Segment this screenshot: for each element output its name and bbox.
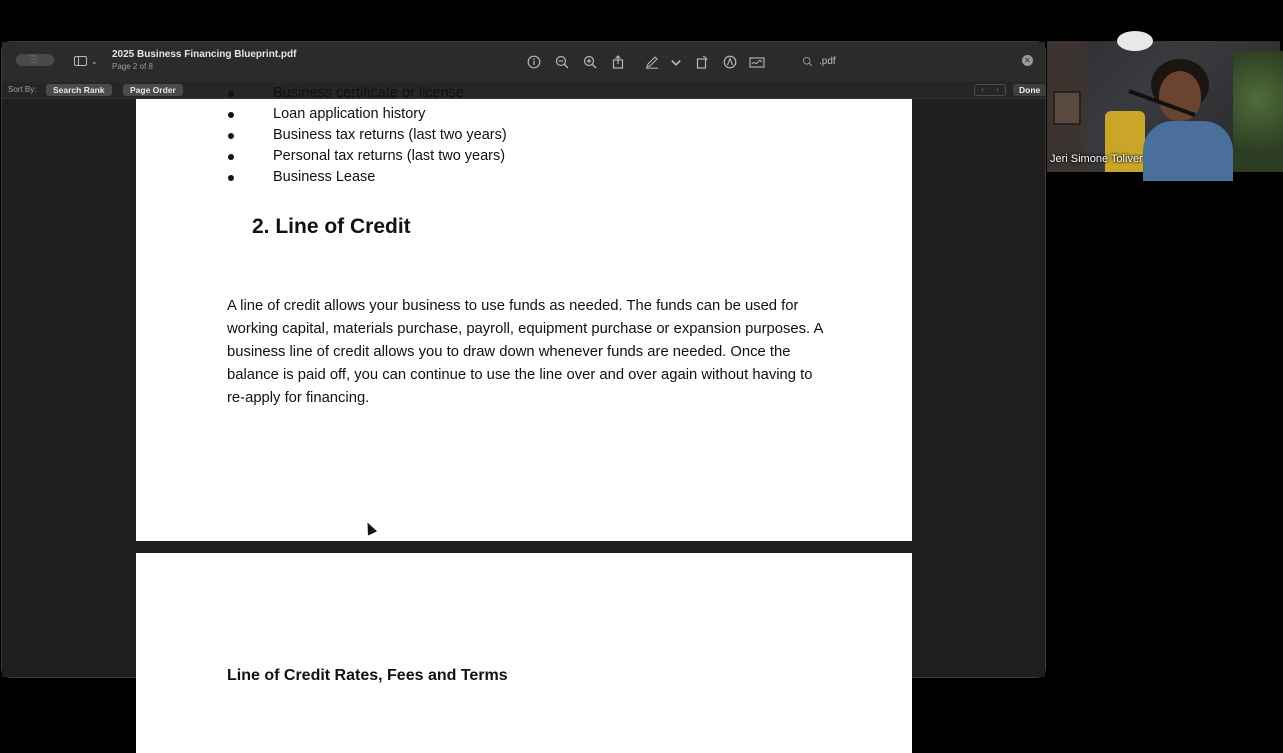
list-item: Loan application history bbox=[249, 104, 507, 125]
sidebar-toggle-button[interactable] bbox=[74, 52, 104, 70]
info-icon[interactable] bbox=[525, 53, 543, 71]
list-item: Business Lease bbox=[249, 167, 507, 188]
result-navigation bbox=[974, 84, 1006, 96]
list-item: Personal tax returns (last two years) bbox=[249, 146, 507, 167]
chevron-down-icon: ⌄ bbox=[91, 56, 98, 66]
markup-pen-icon[interactable] bbox=[643, 53, 661, 71]
bullet-list bbox=[249, 83, 507, 188]
rotate-icon[interactable] bbox=[693, 53, 711, 71]
section-heading: Line of Credit Rates, Fees and Terms bbox=[227, 667, 508, 684]
sort-page-order-button[interactable]: Page Order bbox=[123, 84, 183, 96]
chevron-down-icon[interactable] bbox=[671, 53, 681, 71]
share-icon[interactable] bbox=[609, 53, 627, 71]
participant-name: Jeri Simone Toliver bbox=[1050, 153, 1143, 165]
list-item: Business certificate or license bbox=[249, 83, 507, 104]
list-item: Business tax returns (last two years) bbox=[249, 125, 507, 146]
pdf-page-3 bbox=[136, 553, 912, 753]
search-input-value[interactable]: .pdf bbox=[819, 55, 836, 67]
search-sort-bar bbox=[2, 82, 1045, 99]
signature-icon[interactable] bbox=[749, 53, 767, 71]
search-icon bbox=[802, 56, 813, 67]
clear-search-icon[interactable]: ✕ bbox=[1022, 55, 1033, 66]
window-controls[interactable]: ⎘ bbox=[16, 54, 54, 66]
video-tile[interactable] bbox=[1047, 41, 1280, 172]
body-paragraph: A line of credit allows your business to use funds as needed. The funds can be used for working capital, materials purchase, payroll, equipment purchase or expansion purposes. A business line of credit allows you to draw down whenever funds are needed. Once the balance is paid off, you can continue to use the line over and over again without having to re-apply for financing. bbox=[227, 298, 823, 406]
previous-result-button[interactable]: ‹ bbox=[981, 85, 984, 94]
title-bar bbox=[2, 42, 1045, 82]
preview-window bbox=[1, 41, 1046, 684]
document-title: 2025 Business Financing Blueprint.pdf bbox=[112, 49, 297, 60]
search-field[interactable] bbox=[802, 53, 922, 69]
document-page-indicator: Page 2 of 8 bbox=[112, 62, 153, 71]
section-heading: 2. Line of Credit bbox=[252, 215, 411, 238]
zoom-in-icon[interactable] bbox=[581, 53, 599, 71]
done-button[interactable]: Done bbox=[1013, 84, 1046, 96]
sort-search-rank-button[interactable]: Search Rank bbox=[46, 84, 112, 96]
next-result-button[interactable]: › bbox=[996, 85, 999, 94]
annotate-icon[interactable] bbox=[721, 53, 739, 71]
zoom-out-icon[interactable] bbox=[553, 53, 571, 71]
toolbar bbox=[525, 52, 777, 72]
sidebar-icon bbox=[74, 56, 87, 66]
sort-by-label: Sort By: bbox=[8, 85, 37, 94]
